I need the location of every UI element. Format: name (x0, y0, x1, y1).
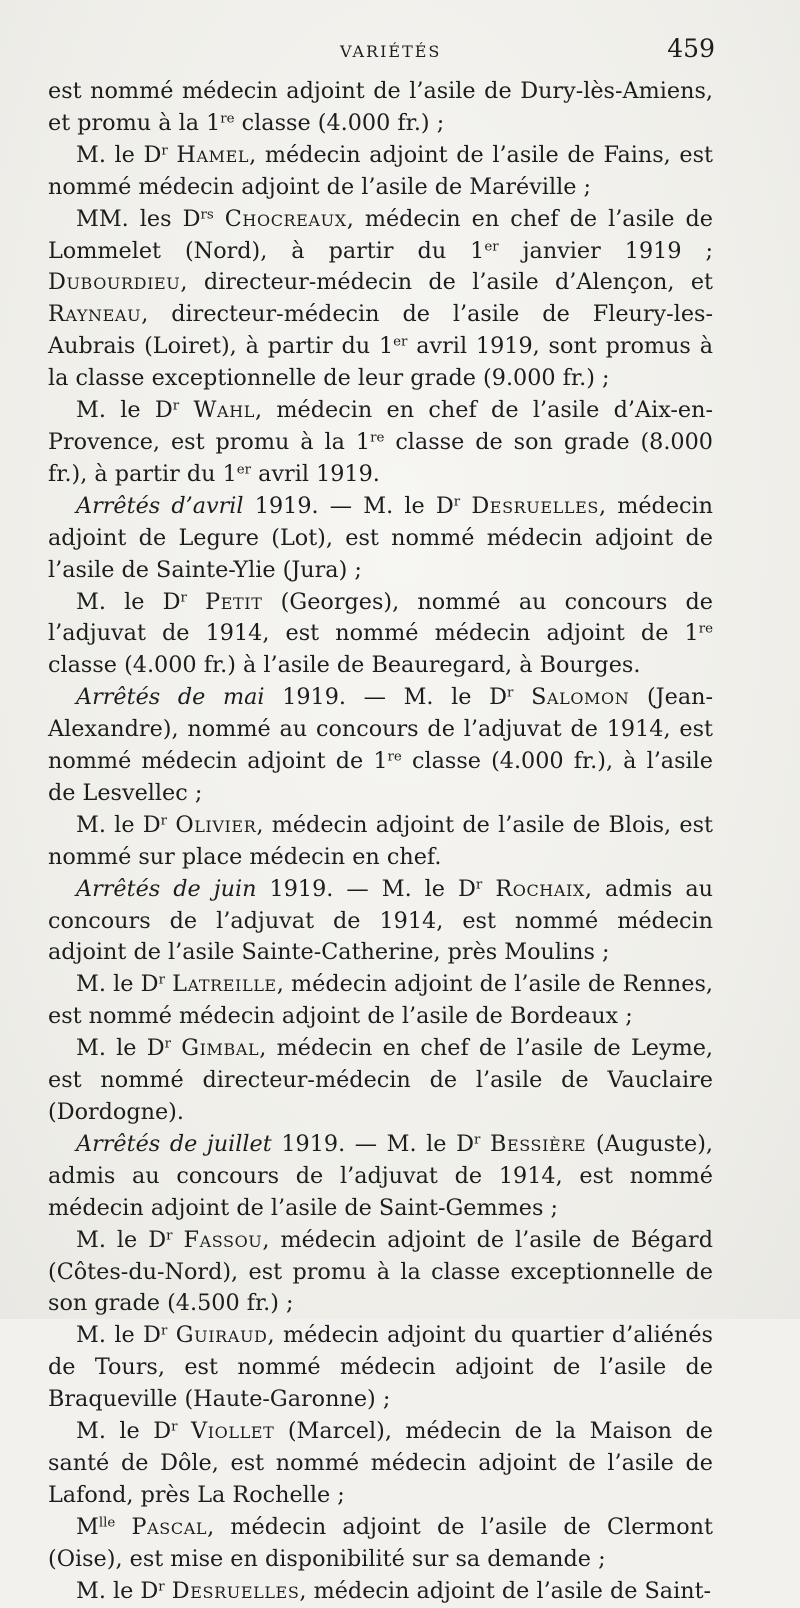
text-run: classe de son grade (8.000 fr.), à partir du 1 (48, 428, 713, 487)
text-run (214, 206, 225, 232)
text-run: M (76, 1513, 99, 1540)
person-name: Desruelles (171, 1577, 300, 1604)
paragraph (48, 969, 713, 1033)
text-run: M. le D (76, 1322, 161, 1349)
superscript: r (160, 813, 168, 829)
text-run: MM. les D (76, 205, 201, 232)
paragraph (48, 1129, 713, 1225)
text-run: 1919. — M. le D (271, 1130, 474, 1157)
superscript: r (473, 1132, 481, 1148)
paragraph (48, 810, 713, 874)
person-name: Wahl (193, 397, 255, 424)
superscript: r (160, 1324, 168, 1339)
text-run: classe (4.000 fr.) ; (234, 109, 445, 136)
superscript: re (220, 111, 235, 127)
person-name: Desruelles (471, 492, 599, 519)
text-run (513, 684, 531, 710)
page-header (0, 34, 800, 74)
person-name: Pascal (131, 1513, 208, 1540)
superscript: r (166, 1228, 173, 1244)
superscript: lle (98, 1515, 116, 1531)
superscript: er (393, 334, 408, 350)
person-name: Chocreaux (224, 205, 347, 232)
superscript: er (236, 462, 252, 478)
text-run: M. le D (76, 1226, 167, 1253)
text-run: M. le D (76, 397, 173, 424)
person-name: Gimbal (181, 1035, 260, 1062)
paragraph (48, 1416, 713, 1512)
person-name: Dubourdieu (48, 269, 181, 296)
text-run: M. le D (76, 1035, 165, 1062)
paragraph (48, 491, 713, 587)
text-run (115, 1514, 131, 1540)
superscript: r (475, 877, 483, 893)
text-run: , médecin adjoint de Legure (Lot), est nommé médecin adjoint de l’asile de Sainte-Ylie (Jura) ; (48, 492, 713, 583)
text-run (482, 876, 495, 902)
person-name: Petit (205, 588, 263, 615)
superscript: r (161, 143, 168, 159)
text-run: 1919. — M. le D (243, 492, 454, 519)
paragraph (48, 587, 713, 683)
italic-heading: Arrêtés de juin (76, 875, 257, 902)
text-run (179, 397, 193, 423)
paragraph (48, 395, 713, 491)
text-run: classe (4.000 fr.) à l’asile de Beauregard, à Bourges. (48, 652, 641, 679)
page-number: 459 (667, 34, 715, 63)
person-name: Bessière (489, 1130, 587, 1157)
text-run: M. le D (76, 1418, 172, 1445)
text-run: , médecin adjoint de l’asile de Rennes, est nommé médecin adjoint de l’asile de Bordeaux ; (48, 971, 714, 1030)
text-run: , directeur-médecin de l’asile de Fleury-les-Aubrais (Loiret), à partir du 1 (48, 301, 713, 360)
text-run (480, 1131, 490, 1157)
superscript: rs (200, 207, 214, 223)
text-run: (Georges), nommé au concours de l’adjuvat de 1914, est nommé médecin adjoint de 1 (48, 588, 713, 647)
text-run (187, 589, 205, 615)
superscript: r (180, 590, 187, 606)
person-name: Rochaix (495, 875, 585, 902)
text-run: (Jean-Alexandre), nommé au concours de l’adjuvat de 1914, est nommé médecin adjoint de 1 (48, 684, 714, 775)
superscript: r (507, 685, 514, 701)
text-run (178, 1418, 192, 1444)
superscript: re (370, 430, 385, 446)
paragraph (48, 682, 713, 810)
text-run: avril 1919. (251, 460, 380, 487)
paragraph (48, 1225, 713, 1321)
text-run: avril 1919, sont promus à la classe exceptionnelle de leur grade (9.000 fr.) ; (48, 333, 713, 392)
paragraph (48, 1576, 713, 1608)
text-run: , médecin adjoint de l’asile de Clermont (Oise), est mise en disponibilité sur sa demande ; (48, 1513, 713, 1572)
italic-heading: Arrêtés de mai (76, 684, 265, 711)
paragraph (48, 76, 713, 140)
text-run: 1919. — M. le D (264, 684, 508, 711)
text-run (167, 1322, 175, 1348)
person-name: Viollet (191, 1418, 275, 1445)
text-run: M. le D (76, 971, 159, 998)
text-run: M. le D (76, 811, 161, 838)
text-run (165, 1578, 172, 1604)
paragraph (48, 1512, 713, 1576)
superscript: er (484, 239, 499, 255)
text-run: est nommé médecin adjoint de l’asile de Dury-lès-Amiens, et promu à la 1 (48, 78, 713, 136)
person-name: Hamel (176, 141, 250, 168)
text-run: M. le D (76, 141, 162, 168)
text-run: (Auguste), admis au concours de l’adjuvat de 1914, est nommé médecin adjoint de l’asile de Saint-Gemmes ; (48, 1130, 713, 1221)
person-name: Olivier (175, 811, 257, 838)
text-body (48, 76, 713, 1608)
person-name: Salomon (531, 684, 630, 711)
text-run: M. le D (76, 588, 181, 615)
superscript: r (158, 973, 165, 989)
text-run: (Marcel), médecin de la Maison de santé de Dôle, est nommé médecin adjoint de l’asile de Lafond, près La Rochelle ; (48, 1418, 714, 1508)
text-run: , médecin adjoint de l’asile de Blois, est nommé sur place médecin en chef. (48, 811, 714, 870)
superscript: r (172, 398, 180, 414)
text-run: , directeur-médecin de l’asile d’Alençon, et (180, 269, 713, 296)
superscript: re (698, 622, 713, 638)
running-head: VARIÉTÉS (340, 42, 442, 61)
superscript: r (164, 1036, 171, 1052)
superscript: re (387, 749, 402, 765)
text-run (460, 493, 471, 519)
text-run: classe (4.000 fr.), à l’asile de Lesvellec ; (48, 748, 713, 806)
italic-heading: Arrêtés de juillet (76, 1130, 272, 1157)
text-run: , médecin en chef de l’asile de Leyme, est nommé directeur-médecin de l’asile de Vauclaire (Dordogne). (48, 1035, 713, 1125)
paragraph (48, 874, 713, 970)
person-name: Latreille (172, 971, 277, 998)
text-run (171, 1035, 181, 1061)
text-run: , admis au concours de l’adjuvat de 1914, est nommé médecin adjoint de l’asile Sainte-Catherine, près Moulins ; (48, 875, 714, 966)
text-run: , médecin adjoint du quartier d’aliénés de Tours, est nommé médecin adjoint de l’asile de Braqueville (Haute-Garonne) ; (48, 1322, 713, 1413)
paragraph (48, 1320, 713, 1416)
text-run: janvier 1919 ; (498, 237, 714, 264)
person-name: Guiraud (175, 1322, 268, 1349)
paragraph (48, 1033, 713, 1129)
text-run: , médecin adjoint de l’asile de Bégard (Côtes-du-Nord), est promu à la classe exceptionnelle de son grade (4.500 fr.) ; (48, 1226, 713, 1317)
person-name: Fassou (183, 1226, 263, 1253)
superscript: r (453, 494, 461, 510)
text-run (173, 1227, 184, 1253)
italic-heading: Arrêtés d’avril (76, 492, 244, 519)
text-run: , médecin adjoint de l’asile de Fains, est nommé médecin adjoint de l’asile de Maréville ; (48, 141, 713, 200)
paragraph (48, 140, 713, 204)
text-run: M. le D (76, 1577, 159, 1604)
text-run: , médecin en chef de l’asile d’Aix-en-Provence, est promu à la 1 (48, 397, 714, 455)
paragraph (48, 204, 713, 395)
superscript: r (158, 1579, 165, 1595)
person-name: Rayneau (48, 301, 142, 328)
text-run: , médecin en chef de l’asile de Lommelet (Nord), à partir du 1 (48, 205, 713, 264)
text-run: 1919. — M. le D (256, 875, 476, 902)
text-run: , médecin adjoint de l’asile de Saint- (299, 1577, 712, 1604)
superscript: r (171, 1419, 178, 1435)
